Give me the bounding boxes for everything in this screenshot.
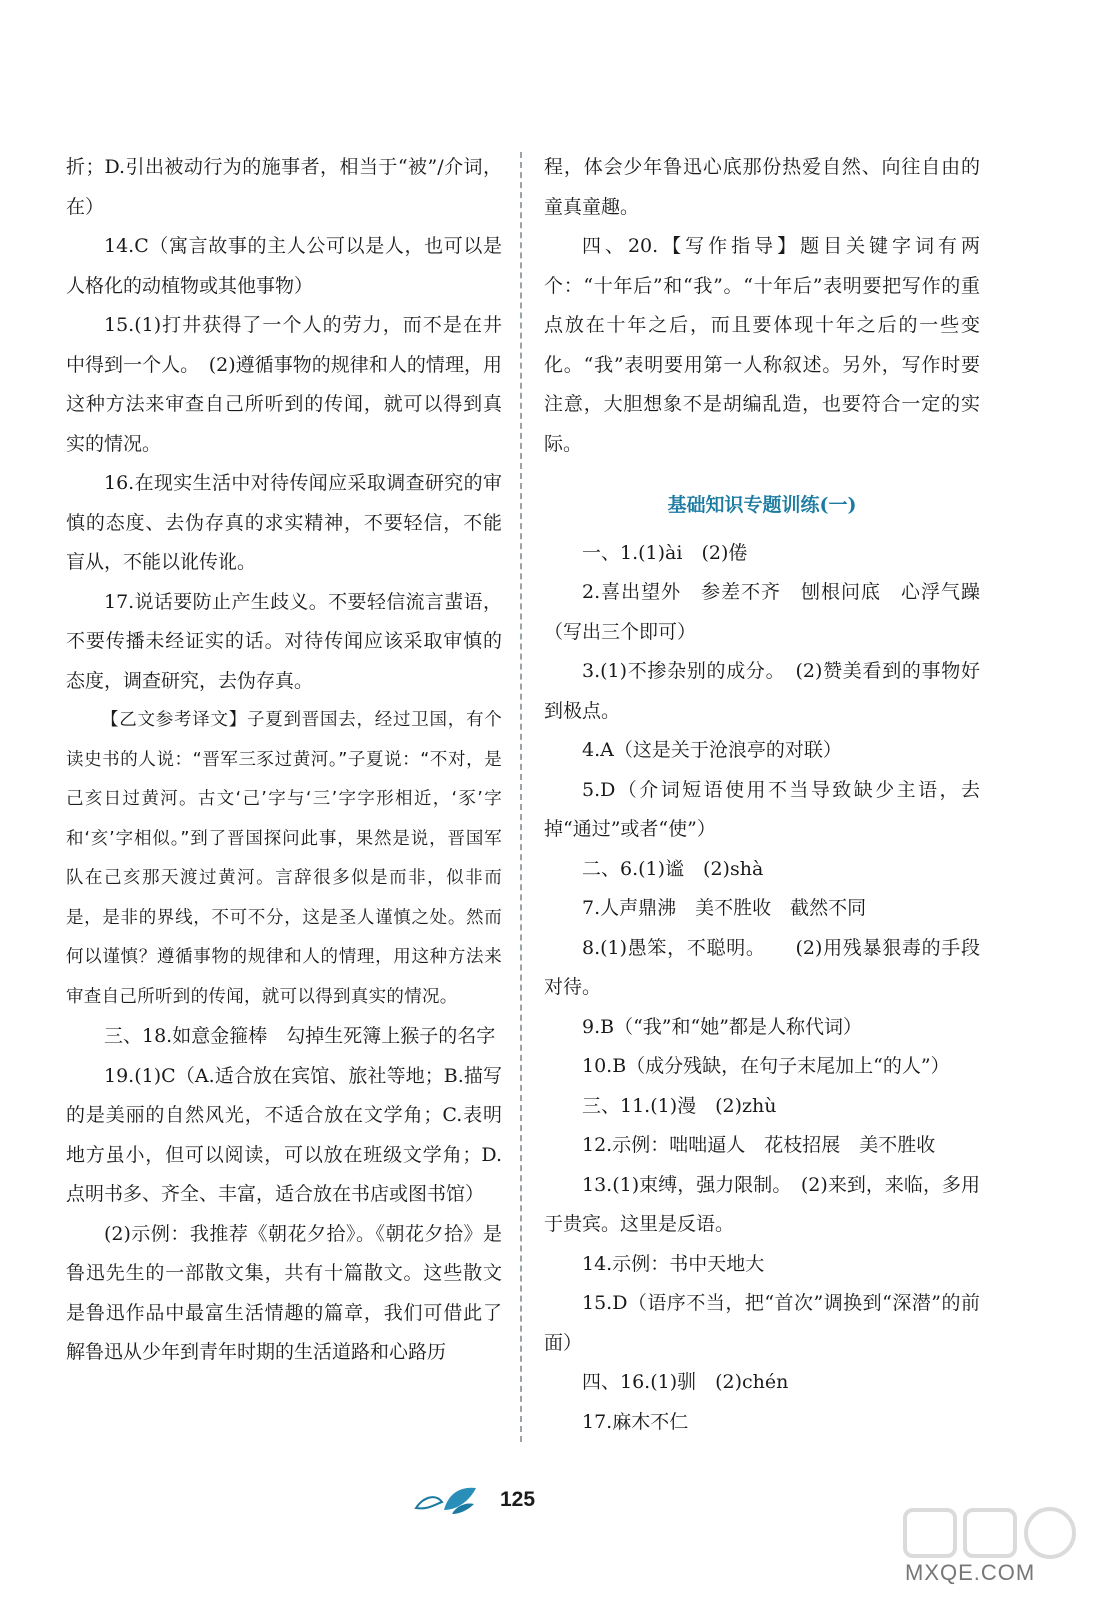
answer-paragraph: 9.B（“我”和“她”都是人称代词） — [582, 1015, 862, 1038]
right-column — [544, 148, 980, 1442]
answer-paragraph: 17.说话要防止产生歧义。不要轻信流言蜚语，不要传播未经证实的话。对待传闻应该采取审慎的态度，调查研究，去伪存真。 — [66, 590, 502, 692]
answer-paragraph: 15.D（语序不当，把“首次”调换到“深潜”的前面） — [544, 1292, 980, 1354]
answer-paragraph: 7.人声鼎沸 美不胜收 截然不同 — [582, 897, 867, 919]
answer-paragraph: 程，体会少年鲁迅心底那份热爱自然、向往自由的童真童趣。 — [544, 156, 980, 218]
answer-paragraph: 三、11.(1)漫 (2)zhù — [582, 1094, 777, 1117]
answer-paragraph: 12.示例：咄咄逼人 花枝招展 美不胜收 — [582, 1134, 936, 1156]
leaf-ornament-icon — [412, 1480, 482, 1520]
answer-paragraph: 15.(1)打井获得了一个人的劳力，而不是在井中得到一个人。 (2)遵循事物的规律和人的情理，用这种方法来审查自己所听到的传闻，就可以得到真实的情况。 — [66, 314, 502, 455]
answer-paragraph: 13.(1)束缚，强力限制。 (2)来到，来临，多用于贵宾。这里是反语。 — [544, 1173, 980, 1235]
answer-paragraph: 【乙文参考译文】子夏到晋国去，经过卫国，有个读史书的人说：“晋军三豕过黄河。”子夏说：“不对，是己亥日过黄河。古文‘己’字与‘三’字字形相近，‘豕’字和‘亥’字相似。”到了晋国探问此事，果然是说，晋国军队在己亥那天渡过黄河。言辞很多似是而非，似非而是，是非的界线，不可不分，这是圣人谨慎之处。然而何以谨慎？遵循事物的规律和人的情理，用这种方法来审查自己所听到的传闻，就可以得到真实的情况。 — [66, 710, 502, 1007]
answer-paragraph: 17.麻木不仁 — [582, 1410, 689, 1433]
answer-paragraph: 10.B（成分残缺，在句子末尾加上“的人”） — [582, 1055, 950, 1077]
answer-paragraph: 14.C（寓言故事的主人公可以是人，也可以是人格化的动植物或其他事物） — [66, 235, 502, 297]
answer-paragraph: 2.喜出望外 参差不齐 刨根问底 心浮气躁（写出三个即可） — [544, 581, 980, 643]
section-heading: 基础知识专题训练(一) — [667, 494, 857, 516]
answer-paragraph: 四、20.【写作指导】题目关键字词有两个：“十年后”和“我”。“十年后”表明要把写作的重点放在十年之后，而且要体现十年之后的一些变化。“我”表明要用第一人称叙述。另外，写作时要注意，大胆想象不是胡编乱造，也要符合一定的实际。 — [544, 235, 980, 455]
answer-paragraph: 8.(1)愚笨，不聪明。 (2)用残暴狠毒的手段对待。 — [544, 936, 980, 998]
page-number: 125 — [500, 1488, 536, 1511]
answer-paragraph: 三、18.如意金箍棒 勾掉生死簿上猴子的名字 — [104, 1025, 496, 1047]
answer-paragraph: 3.(1)不掺杂别的成分。 (2)赞美看到的事物好到极点。 — [544, 660, 980, 722]
answer-paragraph: 四、16.(1)驯 (2)chén — [582, 1371, 789, 1393]
answer-paragraph: (2)示例：我推荐《朝花夕拾》。《朝花夕拾》是鲁迅先生的一部散文集，共有十篇散文。这些散文是鲁迅作品中最富生活情趣的篇章，我们可借此了解鲁迅从少年到青年时期的生活道路和心路历 — [66, 1222, 502, 1363]
answer-paragraph: 4.A（这是关于沧浪亭的对联） — [582, 739, 842, 761]
answer-paragraph: 14.示例：书中天地大 — [582, 1252, 765, 1275]
watermark-text: MXQE.COM — [905, 1560, 1036, 1585]
answer-paragraph: 二、6.(1)谧 (2)shà — [582, 857, 764, 880]
answer-paragraph: 16.在现实生活中对待传闻应采取调查研究的审慎的态度、去伪存真的求实精神，不要轻信，不能盲从，不能以讹传讹。 — [66, 472, 502, 573]
answer-paragraph: 19.(1)C（A.适合放在宾馆、旅社等地；B.描写的是美丽的自然风光，不适合放在文学角；C.表明地方虽小，但可以阅读，可以放在班级文学角；D.点明书多、齐全、丰富，适合放在书店或图书馆） — [66, 1064, 502, 1205]
answer-paragraph: 一、1.(1)ài (2)倦 — [582, 541, 748, 564]
answer-paragraph: 5.D（介词短语使用不当导致缺少主语，去掉“通过”或者“使”） — [544, 778, 980, 840]
left-column — [66, 148, 502, 1373]
answer-paragraph: 折；D.引出被动行为的施事者，相当于“被”/介词，在） — [66, 156, 502, 218]
column-divider — [520, 152, 522, 1442]
